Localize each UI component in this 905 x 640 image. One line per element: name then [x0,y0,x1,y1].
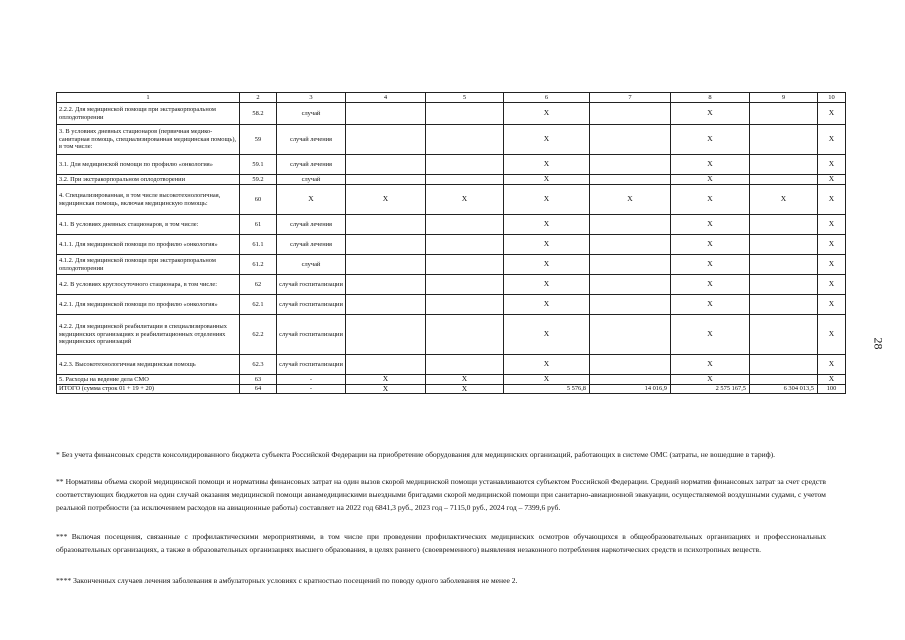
table-cell: 59.1 [240,155,277,175]
table-cell: X [504,185,590,215]
table-cell: X [750,185,818,215]
table-row [57,155,846,175]
table-row [57,275,846,295]
page-number: 28 [871,337,886,350]
row-label: 4.2.2. Для медицинской реабилитации в специализированных медицинских организациях и реабилитационных отделениях медицинских организаций [57,315,240,355]
column-number: 9 [750,93,818,103]
table-cell: X [504,295,590,315]
table-cell [590,315,671,355]
row-label: 5. Расходы на ведение дела СМО [57,375,240,385]
row-label: 4.1. В условиях дневных стационаров, в том числе: [57,215,240,235]
row-label: 4.1.2. Для медицинской помощи при экстракорпоральном оплодотворении [57,255,240,275]
table-cell: X [504,103,590,125]
table-cell: случай лечения [277,215,346,235]
row-label: 3. В условиях дневных стационаров (первичная медико-санитарная помощь, специализированная медицинская помощь), в том числе: [57,125,240,155]
table-cell: X [671,185,750,215]
table-cell [590,103,671,125]
table-cell [426,355,504,375]
table-row [57,384,846,394]
table-cell [426,255,504,275]
table-cell: X [818,255,846,275]
table-cell: 5 576,8 [504,384,590,394]
table-cell: 61.2 [240,255,277,275]
table-cell: X [671,103,750,125]
table-cell: X [818,315,846,355]
table-cell [590,255,671,275]
table-cell: X [818,175,846,185]
table-row [57,295,846,315]
table-cell [346,295,426,315]
table-cell: X [818,295,846,315]
table-cell: X [671,235,750,255]
table-cell: X [671,215,750,235]
table-cell: X [671,275,750,295]
data-table [56,92,846,394]
table-cell: X [504,375,590,385]
column-number: 4 [346,93,426,103]
table-cell: X [504,155,590,175]
table-cell: 62.1 [240,295,277,315]
table-cell: X [504,235,590,255]
table-cell: X [671,255,750,275]
table-cell [346,235,426,255]
table-cell: X [504,355,590,375]
table-cell: X [346,375,426,385]
table-cell: 64 [240,384,277,394]
table-cell [426,215,504,235]
table-cell [750,275,818,295]
table-cell [750,175,818,185]
table-cell: случай [277,175,346,185]
table-row [57,185,846,215]
table-cell: X [426,375,504,385]
table-cell [750,255,818,275]
table-cell [426,275,504,295]
row-label: 4.2.3. Высокотехнологичная медицинская помощь [57,355,240,375]
table-cell: X [504,275,590,295]
table-cell: X [346,185,426,215]
table-cell: 58.2 [240,103,277,125]
table-cell [750,315,818,355]
table-cell [426,315,504,355]
table-cell: X [504,125,590,155]
table-cell: X [818,355,846,375]
table-cell [426,155,504,175]
column-number: 7 [590,93,671,103]
table-cell: 14 016,9 [590,384,671,394]
row-label: 4.2.1. Для медицинской помощи по профилю «онкология» [57,295,240,315]
table-row [57,215,846,235]
footnote-1: * Без учета финансовых средств консолидированного бюджета субъекта Российской Федерации на приобретение оборудования для медицинских организаций, работающих в системе ОМС (затраты, не вошедшие в тариф). [56,450,776,459]
table-cell [590,295,671,315]
table-cell: случай лечения [277,125,346,155]
table-row [57,375,846,385]
column-number: 6 [504,93,590,103]
table-cell [750,215,818,235]
table-cell [426,295,504,315]
table-cell: X [818,155,846,175]
table-cell: 62.3 [240,355,277,375]
footnote-3: *** Включая посещения, связанные с профилактическими мероприятиями, в том числе при проведении профилактических медицинских осмотров обучающихся в общеобразовательных организациях и профессиональных образовательных организациях, а также в образовательных организациях высшего образования, в целях раннего (своевременного) выявления незаконного потребления наркотических средств и психотропных веществ. [56,532,826,554]
table-cell [426,175,504,185]
table-cell: X [590,185,671,215]
row-label: 2.2.2. Для медицинской помощи при экстракорпоральном оплодотворении [57,103,240,125]
footnote-2: ** Нормативы объема скорой медицинской помощи и нормативы финансовых затрат на один вызов скорой медицинской помощи устанавливаются субъектом Российской Федерации. Средний норматив финансовых затрат за счет средств соответствующих бюджетов на один случай оказания медицинской помощи авиамедицинскими выездными бригадами скорой медицинской помощи при санитарно-авиационной эвакуации, осуществляемой воздушными судами, с учетом реальной потребности (за исключением расходов на авиационные работы) составляет на 2022 год 6841,3 руб., 2023 год – 7115,0 руб., 2024 год – 7399,6 руб. [56,477,826,512]
column-number: 10 [818,93,846,103]
table-cell [346,125,426,155]
table-cell: X [346,384,426,394]
table-cell: 63 [240,375,277,385]
table-cell [346,215,426,235]
table-cell: X [426,384,504,394]
column-number: 1 [57,93,240,103]
column-number: 2 [240,93,277,103]
column-number: 8 [671,93,750,103]
table-cell: 59.2 [240,175,277,185]
table-cell [346,103,426,125]
table-cell [346,275,426,295]
table-cell [346,315,426,355]
table-cell: случай госпитализации [277,295,346,315]
table-cell [426,235,504,255]
table-cell: 62 [240,275,277,295]
table-cell: X [818,215,846,235]
table-cell: случай госпитализации [277,315,346,355]
footnote-4: **** Законченных случаев лечения заболевания в амбулаторных условиях с кратностью посещений по поводу одного заболевания не менее 2. [56,576,518,585]
table-row [57,175,846,185]
row-label: ИТОГО (сумма строк 01 + 19 + 20) [57,384,240,394]
table-cell: X [818,275,846,295]
table-cell: X [426,185,504,215]
table-cell [590,235,671,255]
row-label: 4.1.1. Для медицинской помощи по профилю «онкология» [57,235,240,255]
table-cell: 2 575 167,5 [671,384,750,394]
row-label: 4. Специализированная, в том числе высокотехнологичная, медицинская помощь, включая медицинскую помощь: [57,185,240,215]
table-cell [590,125,671,155]
column-number: 3 [277,93,346,103]
table-cell: X [671,375,750,385]
table-cell: X [671,355,750,375]
table-cell [346,355,426,375]
table-cell [426,125,504,155]
table-cell: X [277,185,346,215]
table-cell [346,255,426,275]
table-cell [750,355,818,375]
table-row [57,235,846,255]
table-cell: 61 [240,215,277,235]
table-cell [750,103,818,125]
table-cell: - [277,384,346,394]
row-label: 4.2. В условиях круглосуточного стационара, в том числе: [57,275,240,295]
table-cell: случай [277,103,346,125]
table-cell [590,175,671,185]
table-row [57,255,846,275]
table-cell: X [671,295,750,315]
table-cell: случай [277,255,346,275]
table-cell: X [504,255,590,275]
table-cell [750,125,818,155]
table-cell [590,275,671,295]
column-number-row [57,93,846,103]
table-cell: X [818,103,846,125]
table-cell [346,175,426,185]
table-row [57,103,846,125]
table-cell: 59 [240,125,277,155]
table-cell: X [818,235,846,255]
table-cell [590,215,671,235]
table-cell: X [504,215,590,235]
table-cell: 62.2 [240,315,277,355]
table-cell: случай лечения [277,235,346,255]
table-cell: X [818,375,846,385]
table-row [57,125,846,155]
row-label: 3.2. При экстракорпоральном оплодотворении [57,175,240,185]
table-cell: случай госпитализации [277,275,346,295]
table-cell [426,103,504,125]
column-number: 5 [426,93,504,103]
table-cell [590,375,671,385]
table-cell: - [277,375,346,385]
table-row [57,355,846,375]
table-cell: X [504,175,590,185]
table-cell: X [504,315,590,355]
table-cell [750,375,818,385]
table-cell: X [818,185,846,215]
table-cell: X [671,155,750,175]
table-cell: X [671,315,750,355]
table-cell: X [818,125,846,155]
table-cell: 61.1 [240,235,277,255]
table-cell: X [671,125,750,155]
row-label: 3.1. Для медицинской помощи по профилю «онкология» [57,155,240,175]
table-cell [750,235,818,255]
table-cell: X [671,175,750,185]
table-cell: 6 304 013,5 [750,384,818,394]
table-cell: 60 [240,185,277,215]
table-cell: случай госпитализации [277,355,346,375]
table-cell [590,355,671,375]
table-cell: 100 [818,384,846,394]
table-cell [590,155,671,175]
table-row [57,315,846,355]
table-cell [750,295,818,315]
table-cell [750,155,818,175]
table-cell [346,155,426,175]
table-cell: случай лечения [277,155,346,175]
